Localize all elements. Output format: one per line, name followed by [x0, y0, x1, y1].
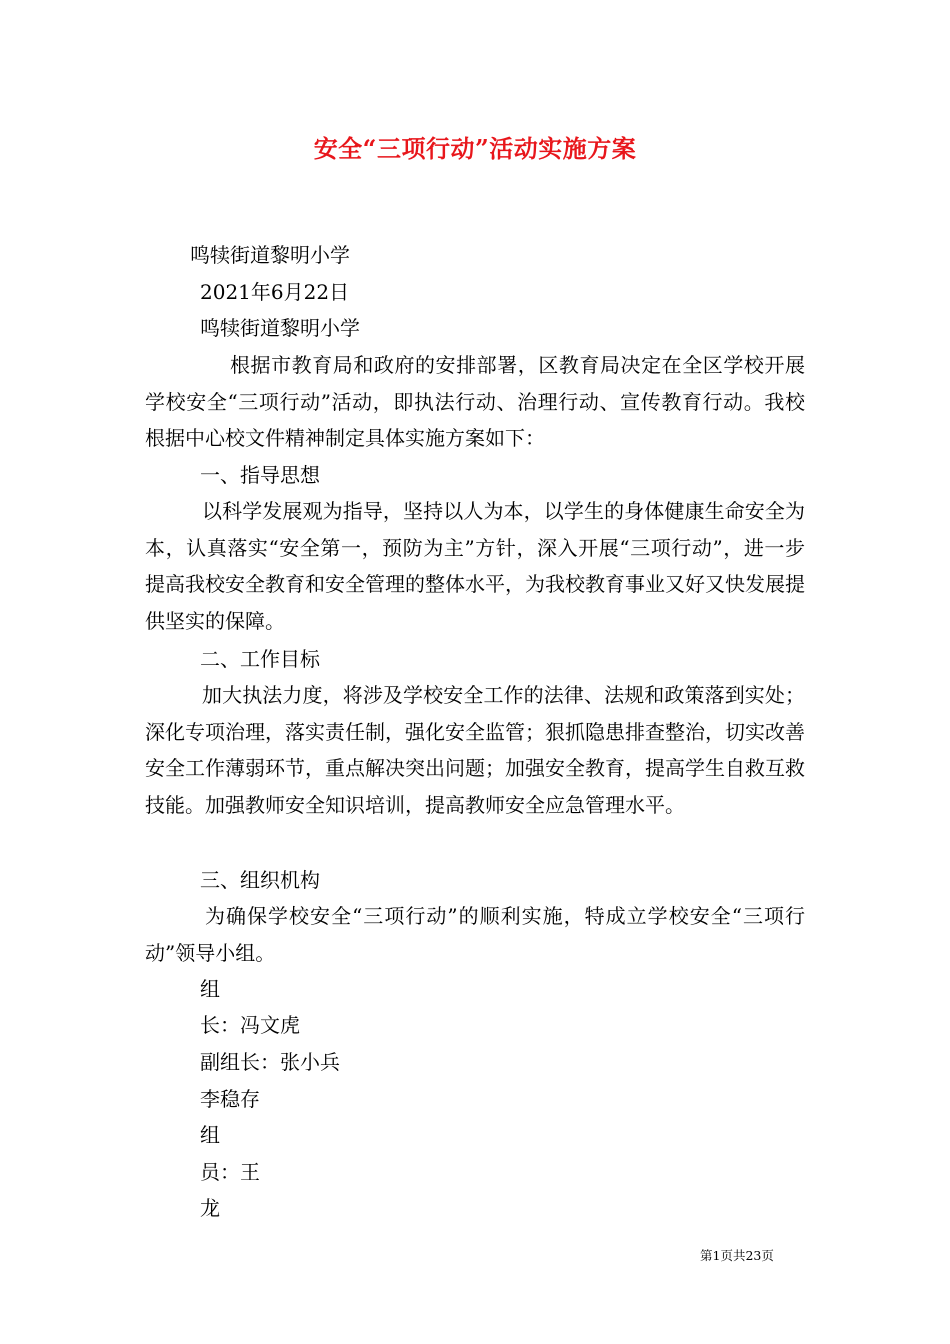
org-line: 龙 — [200, 1196, 220, 1220]
section3-body: 为确保学校安全“三项行动”的顺利实施，特成立学校安全“三项行动”领导小组。 — [145, 904, 805, 965]
org-line: 李稳存 — [200, 1087, 260, 1111]
page-number-footer: 第1页共23页 — [700, 1248, 774, 1263]
org-line: 员：王 — [200, 1160, 260, 1184]
org-line: 组 — [200, 977, 220, 1001]
section1-body: 以科学发展观为指导，坚持以人为本，以学生的身体健康生命安全为本，认真落实“安全第一，预防为主”方针，深入开展“三项行动”，进一步提高我校安全教育和安全管理的整体水平，为我校教育事业又好又快发展提供坚实的保障。 — [145, 499, 805, 634]
section1-heading: 一、指导思想 — [200, 463, 320, 487]
section3-heading: 三、组织机构 — [200, 868, 320, 892]
section2-heading: 二、工作目标 — [200, 647, 320, 671]
org-line: 副组长：张小兵 — [200, 1050, 340, 1074]
intro-paragraph: 根据市教育局和政府的安排部署，区教育局决定在全区学校开展学校安全“三项行动”活动，即执法行动、治理行动、宣传教育行动。我校根据中心校文件精神制定具体实施方案如下： — [145, 353, 805, 451]
document-date: 2021年6月22日 — [200, 280, 350, 304]
school-name: 鸣犊街道黎明小学 — [190, 243, 350, 267]
section2-body: 加大执法力度，将涉及学校安全工作的法律、法规和政策落到实处；深化专项治理，落实责任制，强化安全监管；狠抓隐患排查整治，切实改善安全工作薄弱环节，重点解决突出问题；加强安全教育，提高学生自救互救技能。加强教师安全知识培训，提高教师安全应急管理水平。 — [145, 683, 805, 818]
org-line: 组 — [200, 1123, 220, 1147]
document-title: 安全“三项行动”活动实施方案 — [313, 134, 637, 163]
org-line: 长：冯文虎 — [200, 1013, 300, 1037]
school-name-repeat: 鸣犊街道黎明小学 — [200, 316, 360, 340]
